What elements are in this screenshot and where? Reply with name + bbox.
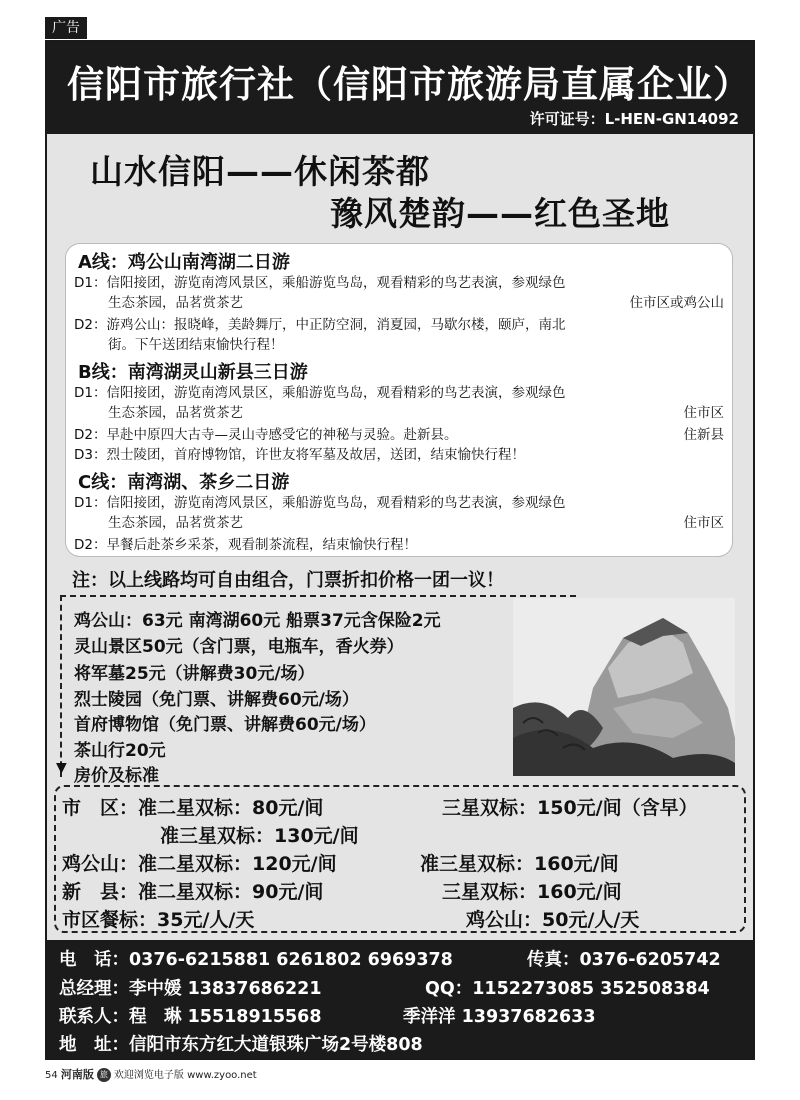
hotel-jigongshan-quasi3: 准三星双标：160元/间 [420,853,619,875]
contact-person: 联系人：程 琳 15518915568 [59,1007,322,1027]
hotel-city-3star: 三星双标：150元/间（含早） [442,797,698,819]
mountain-photo [513,598,735,776]
hotel-xinxian: 新 县：准二星双标：90元/间 [62,881,324,903]
contact-panel [47,940,753,1058]
edition-label: 河南版 [60,1068,94,1081]
ticket-line: 将军墓25元（讲解费30元/场） [74,664,315,684]
ticket-line: 灵山景区50元（含门票，电瓶车，香火券） [74,637,404,657]
route-a-d2: D2：游鸡公山：报晓峰，美龄舞厅，中正防空洞，消夏园，马歇尔楼，颐庐，南北 [74,317,566,333]
ticket-line: 鸡公山：63元 南湾湖60元 船票37元含保险2元 [74,611,441,631]
company-name: 信阳市旅行社（信阳市旅游局直属企业） [67,63,751,106]
contact-phone: 电 话：0376-6215881 6261802 6969378 [59,950,453,970]
arrow-down-icon: ▼ [56,760,67,776]
contact-fax: 传真：0376-6205742 [527,950,721,970]
travel-badge-icon: 旅 [97,1068,111,1082]
footer-text: 欢迎浏览电子版 www.zyoo.net [113,1070,257,1081]
route-b-d2: D2：早赴中原四大古寺—灵山寺感受它的神秘与灵验。赴新县。 [74,427,458,443]
ticket-line: 房价及标准 [74,766,159,786]
route-b-title: B线：南湾湖灵山新县三日游 [78,362,308,383]
meal-jigongshan: 鸡公山：50元/人/天 [466,909,640,931]
meal-city: 市区餐标：35元/人/天 [62,909,255,931]
hotel-xinxian-3star: 三星双标：160元/间 [442,881,622,903]
hotel-jigongshan: 鸡公山：准二星双标：120元/间 [62,853,337,875]
contact-qq: QQ：1152273085 352508384 [425,979,710,999]
contact-address: 地 址：信阳市东方红大道银珠广场2号楼808 [59,1035,423,1055]
contact-manager: 总经理：李中媛 13837686221 [59,979,322,999]
hotel-prices [54,785,746,933]
slogan-line-2: 豫风楚韵——红色圣地 [330,194,670,233]
license-number: 许可证号：L-HEN-GN14092 [529,110,739,128]
page-footer [45,1066,257,1082]
mountain-rock-image [513,598,735,776]
route-b-d3: D3：烈士陵团，首府博物馆，许世友将军墓及故居，送团，结束愉快行程！ [74,447,525,463]
route-a-title: A线：鸡公山南湾湖二日游 [78,252,290,273]
route-b-d2-stay: 住新县 [683,427,724,443]
route-c-d1-cont: 生态茶园，品茗赏茶艺 [108,515,243,531]
hotel-city-quasi3: 准三星双标：130元/间 [160,825,359,847]
ticket-line: 首府博物馆（免门票、讲解费60元/场） [74,715,376,735]
combination-note: 注：以上线路均可自由组合，门票折扣价格一团一议！ [72,570,504,591]
route-b-d1-cont: 生态茶园，品茗赏茶艺 [108,405,243,421]
route-a-d1-cont: 生态茶园，品茗赏茶艺 [108,295,243,311]
route-c-d1: D1：信阳接团，游览南湾风景区，乘船游览鸟岛，观看精彩的鸟艺表演，参观绿色 [74,495,566,511]
header-banner [47,42,753,134]
ticket-line: 茶山行20元 [74,741,166,761]
route-a-d2-cont: 街。下午送团结束愉快行程！ [108,337,284,353]
route-b-d1-stay: 住市区 [683,405,724,421]
route-a-d1-stay: 住市区或鸡公山 [629,295,724,311]
hotel-city: 市 区：准二星双标：80元/间 [62,797,324,819]
contact-person-2: 季洋洋 13937682633 [403,1007,596,1027]
route-b-d1: D1：信阳接团，游览南湾风景区，乘船游览鸟岛，观看精彩的鸟艺表演，参观绿色 [74,385,566,401]
route-c-d1-stay: 住市区 [683,515,724,531]
page-number: 54 [45,1070,58,1081]
ad-tag: 广告 [45,17,87,39]
slogan-line-1: 山水信阳——休闲茶都 [90,152,430,191]
route-c-d2: D2：早餐后赴茶乡采茶，观看制茶流程，结束愉快行程！ [74,537,417,553]
route-a-d1: D1：信阳接团，游览南湾风景区，乘船游览鸟岛，观看精彩的鸟艺表演，参观绿色 [74,275,566,291]
routes-panel [66,244,732,556]
ticket-line: 烈士陵园（免门票、讲解费60元/场） [74,690,359,710]
route-c-title: C线：南湾湖、茶乡二日游 [78,472,290,493]
